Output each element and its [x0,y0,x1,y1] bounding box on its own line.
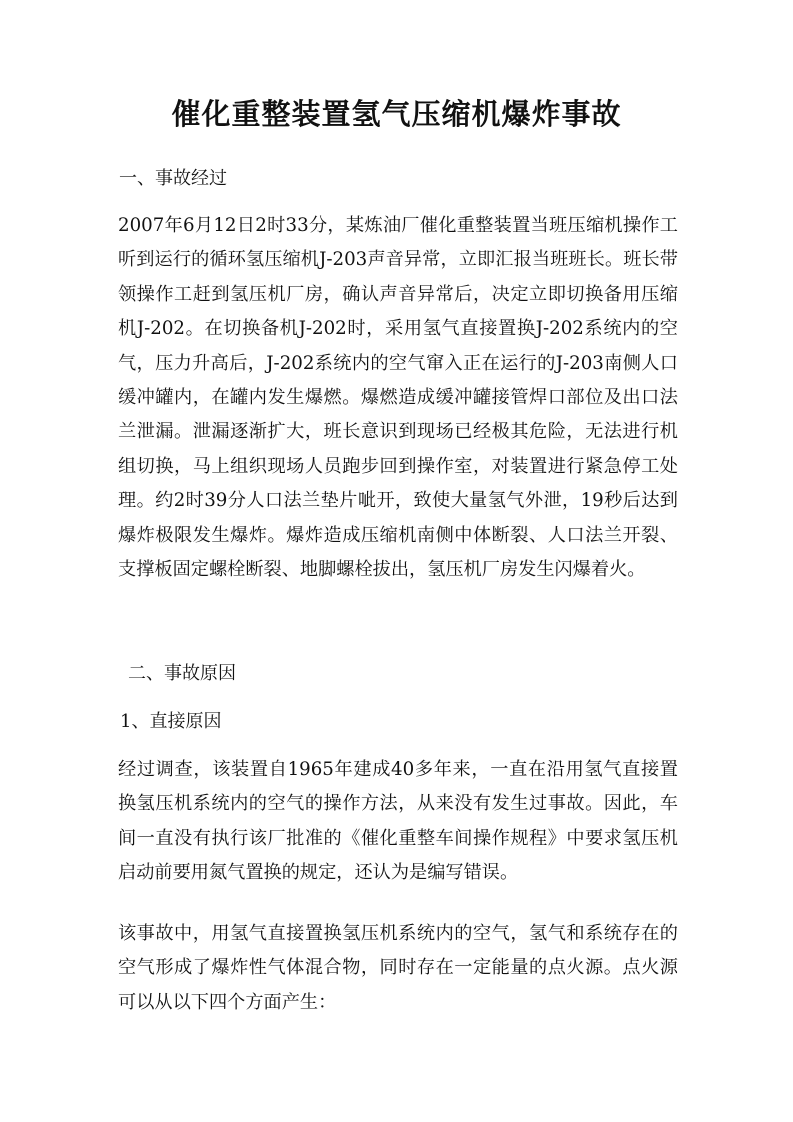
document-title: 催化重整装置氢气压缩机爆炸事故 [171,97,622,131]
incident-process-paragraph: 2007年6月12日2时33分，某炼油厂催化重整装置当班压缩机操作工听到运行的循环氢压缩机J-203声音异常，立即汇报当班班长。班长带领操作工赶到氢压机厂房，确认声音异常后，决定立即切换备用压缩机J-202。在切换备机J-202时，采用氢气直接置换J-202系统内的空气，压力升高后，J-202系统内的空气窜入正在运行的J-203南侧人口缓冲罐内，在罐内发生爆燃。爆燃造成缓冲罐接管焊口部位及出口法兰泄漏。泄漏逐渐扩大，班长意识到现场已经极其危险，无法进行机组切换，马上组织现场人员跑步回到操作室，对装置进行紧急停工处理。约2时39分人口法兰垫片呲开，致使大量氢气外泄，19秒后达到爆炸极限发生爆炸。爆炸造成压缩机南侧中体断裂、人口法兰开裂、支撑板固定螺栓断裂、地脚螺栓拔出，氢压机厂房发生闪爆着火。 [118,215,678,581]
ignition-source-paragraph: 该事故中，用氢气直接置换氢压机系统内的空气，氢气和系统存在的空气形成了爆炸性气体混合物，同时存在一定能量的点火源。点火源可以从以下四个方面产生： [118,923,678,1013]
subsection-heading-direct-cause: 1、直接原因 [120,711,222,732]
direct-cause-paragraph: 经过调查，该装置自1965年建成40多年来，一直在沿用氢气直接置换氢压机系统内的空气的操作方法，从来没有发生过事故。因此，车间一直没有执行该厂批准的《催化重整车间操作规程》中要求氢压机启动前要用氮气置换的规定，还认为是编写错误。 [118,759,678,884]
section-heading-incident-process: 一、事故经过 [119,168,227,189]
section-heading-incident-causes: 二、事故原因 [128,663,236,684]
